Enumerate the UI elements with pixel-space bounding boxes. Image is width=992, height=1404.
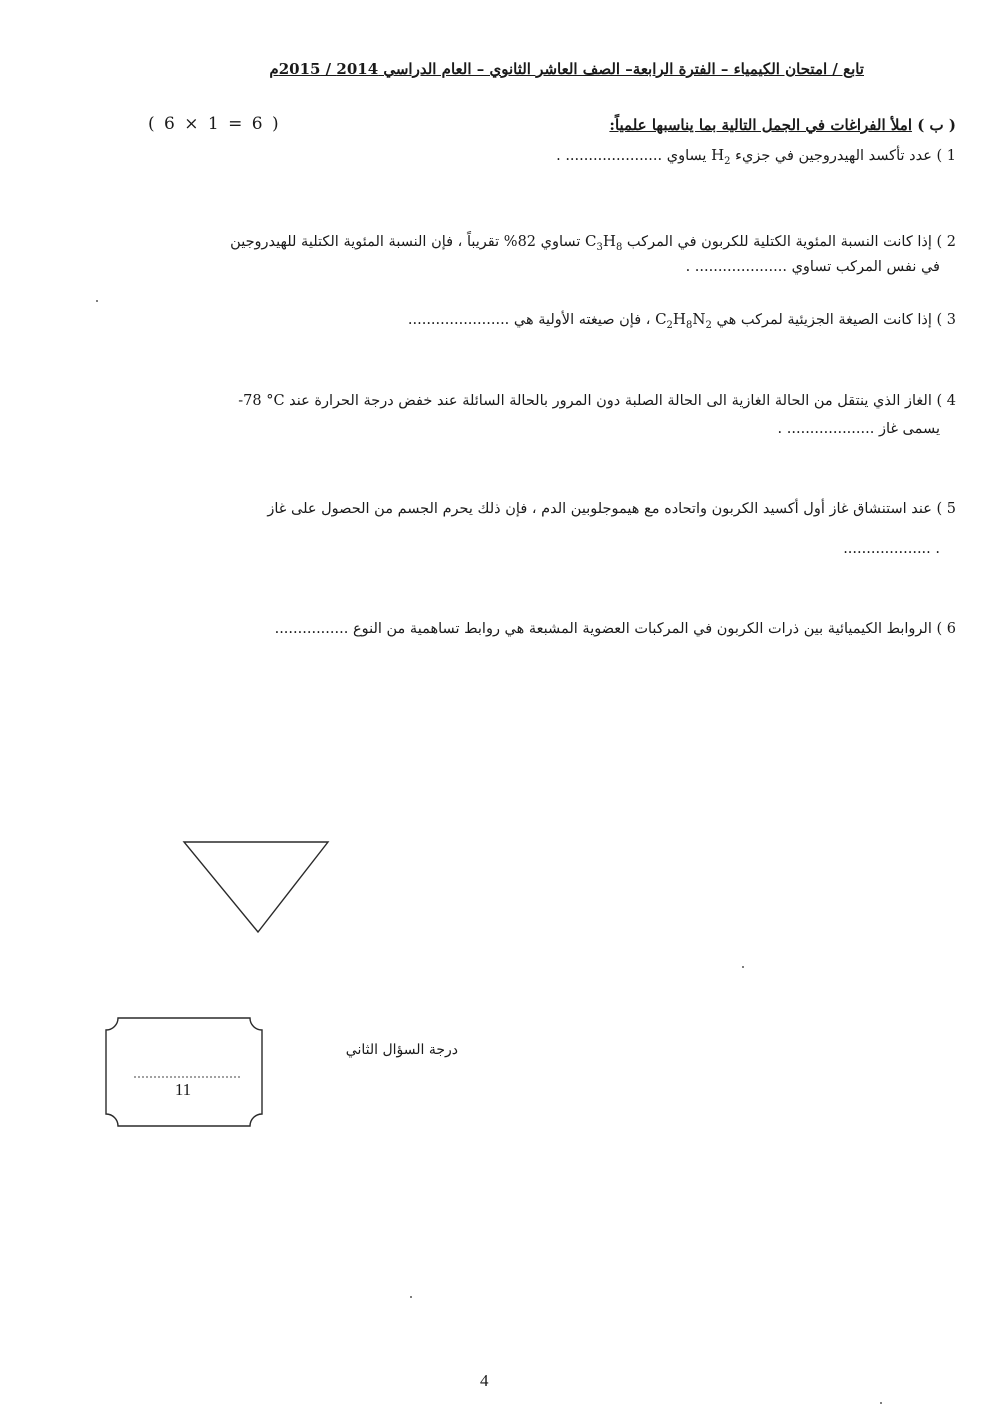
grade-box-total: 11: [174, 1080, 192, 1099]
grade-box-label: درجة السؤال الثاني: [345, 1042, 458, 1058]
question-5: [267, 496, 956, 522]
section-heading: [609, 116, 956, 134]
question-4: [238, 388, 956, 414]
question-text: إذا كانت الصيغة الجزيئية لمركب هي: [711, 312, 932, 328]
question-number: 5 ): [931, 501, 956, 517]
exam-header: تابع / امتحان الكيمياء – الفترة الرابعة– الصف العاشر الثانوي – العام الدراسي 2014 / 2015م: [269, 60, 864, 78]
scan-speck: [96, 300, 98, 302]
question-text: الغاز الذي ينتقل من الحالة الغازية الى الحالة الصلبة دون المرور بالحالة السائلة عند خفض درجة الحرارة عند ‎-78 °C: [238, 393, 932, 409]
section-label: ( ب ): [912, 116, 956, 134]
formula-c2h8n2: $C_2H_8N_2$: [655, 310, 712, 331]
question-6: [275, 616, 956, 642]
question-number: 1 ): [931, 148, 956, 164]
question-blank: يساوي ..................... .: [556, 148, 712, 164]
formula-h2: $H_2$: [711, 146, 731, 167]
question-number: 2 ): [931, 234, 956, 250]
scan-speck: [742, 966, 744, 968]
question-1: [556, 142, 956, 175]
question-text: إذا كانت النسبة المئوية الكتلية للكربون في المركب: [622, 234, 932, 250]
question-number: 6 ): [931, 621, 956, 637]
end-triangle-icon: [180, 838, 332, 940]
question-2-line-2: في نفس المركب تساوي .................... .: [685, 259, 940, 275]
question-text: عدد تأكسد الهيدروجين في جزيء: [730, 148, 932, 164]
grade-box: [104, 1016, 264, 1132]
question-blank: ، فإن صيغته الأولية هي ......................: [407, 312, 656, 328]
question-4-line-2: يسمى غاز ................... .: [777, 421, 940, 437]
question-number: 4 ): [931, 393, 956, 409]
question-text: عند استنشاق غاز أول أكسيد الكربون واتحاده مع هيموجلوبين الدم ، فإن ذلك يحرم الجسم من الحصول على غاز: [267, 501, 932, 517]
question-3: [408, 306, 956, 339]
question-text: الروابط الكيميائية بين ذرات الكربون في المركبات العضوية المشبعة هي روابط تساهمية من النوع ................: [274, 621, 932, 637]
section-score: ( 6 × 1 = 6 ): [148, 114, 281, 134]
scan-speck: [410, 1296, 412, 1298]
section-instruction: املأ الفراغات في الجمل التالية بما يناسبها علمياً:: [609, 116, 913, 134]
formula-c3h8: $C_3H_8$: [584, 232, 623, 253]
page-number: 4: [480, 1371, 489, 1390]
question-number: 3 ): [931, 312, 956, 328]
question-text-continued: تساوي 82% تقريباً ، فإن النسبة المئوية الكتلية للهيدروجين: [230, 234, 585, 250]
question-5-line-2: ................... .: [843, 541, 940, 557]
